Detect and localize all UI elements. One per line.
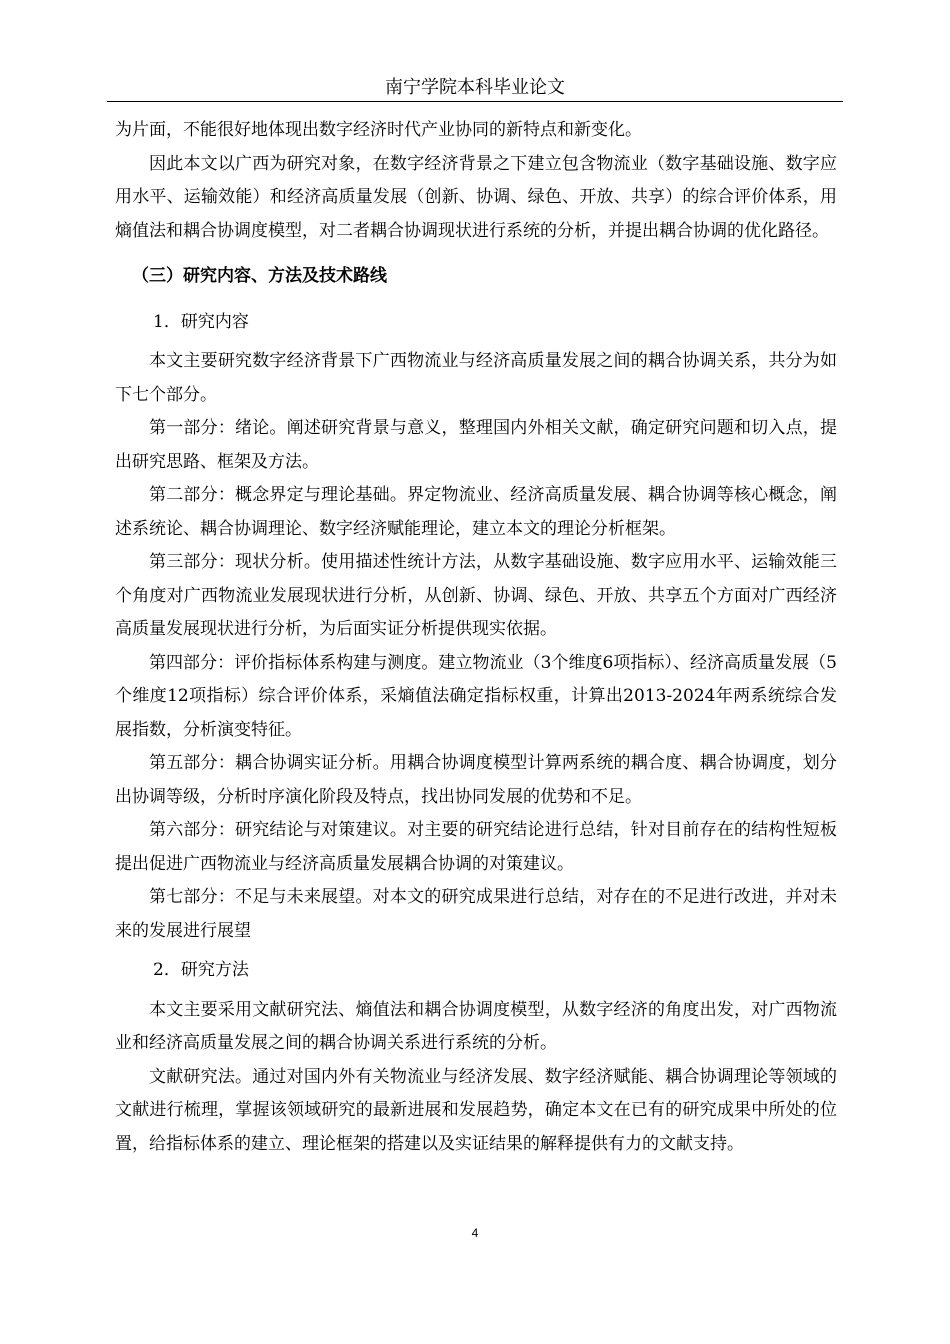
paragraph-part-three: 第三部分：现状分析。使用描述性统计方法，从数字基础设施、数字应用水平、运输效能三个角度对广西物流业发展现状进行分析，从创新、协调、绿色、开放、共享五个方面对广西经济高质量发展现状进行分析，为后面实证分析提供现实依据。: [115, 552, 837, 639]
header-divider: [107, 101, 843, 102]
paragraph-part-seven: 第七部分：不足与未来展望。对本文的研究成果进行总结，对存在的不足进行改进，并对未来的发展进行展望: [115, 887, 837, 941]
paragraph-part-two: 第二部分：概念界定与理论基础。界定物流业、经济高质量发展、耦合协调等核心概念，阐述系统论、耦合协调理论、数字经济赋能理论，建立本文的理论分析框架。: [115, 485, 837, 539]
page-header-title: 南宁学院本科毕业论文: [385, 77, 565, 98]
subheading-research-methods: 2．研究方法: [153, 960, 249, 980]
paragraph-part-six: 第六部分：研究结论与对策建议。对主要的研究结论进行总结，针对目前存在的结构性短板提出促进广西物流业与经济高质量发展耦合协调的对策建议。: [115, 820, 837, 874]
subheading-research-content: 1．研究内容: [153, 311, 249, 332]
page-number: 4: [471, 1226, 479, 1240]
paragraph-methods-overview: 本文主要采用文献研究法、熵值法和耦合协调度模型，从数字经济的角度出发，对广西物流业和经济高质量发展之间的耦合协调关系进行系统的分析。: [115, 999, 837, 1053]
paragraph-continuation: 为片面，不能很好地体现出数字经济时代产业协同的新特点和新变化。: [115, 120, 642, 140]
document-body: [115, 114, 837, 1161]
paragraph-research-overview: 本文主要研究数字经济背景下广西物流业与经济高质量发展之间的耦合协调关系，共分为如下七个部分。: [115, 351, 837, 405]
paragraph-literature-method: 文献研究法。通过对国内外有关物流业与经济发展、数字经济赋能、耦合协调理论等领域的文献进行梳理，掌握该领域研究的最新进展和发展趋势，确定本文在已有的研究成果中所处的位置，给指标体系的建立、理论框架的搭建以及实证结果的解释提供有力的文献支持。: [115, 1066, 837, 1154]
paragraph-part-four: 第四部分：评价指标体系构建与测度。建立物流业（3个维度6项指标）、经济高质量发展（5个维度12项指标）综合评价体系，采熵值法确定指标权重，计算出2013-2024年两系统综合发展指数，分析演变特征。: [115, 652, 837, 740]
section-heading-research-content-methods: （三）研究内容、方法及技术路线: [132, 266, 387, 286]
paragraph-part-five: 第五部分：耦合协调实证分析。用耦合协调度模型计算两系统的耦合度、耦合协调度，划分出协调等级，分析时序演化阶段及特点，找出协同发展的优势和不足。: [115, 753, 837, 807]
paragraph-part-one: 第一部分：绪论。阐述研究背景与意义，整理国内外相关文献，确定研究问题和切入点，提出研究思路、框架及方法。: [115, 418, 837, 472]
paragraph-research-object: 因此本文以广西为研究对象，在数字经济背景之下建立包含物流业（数字基础设施、数字应用水平、运输效能）和经济高质量发展（创新、协调、绿色、开放、共享）的综合评价体系，用熵值法和耦合协调度模型，对二者耦合协调现状进行系统的分析，并提出耦合协调的优化路径。: [115, 153, 837, 241]
